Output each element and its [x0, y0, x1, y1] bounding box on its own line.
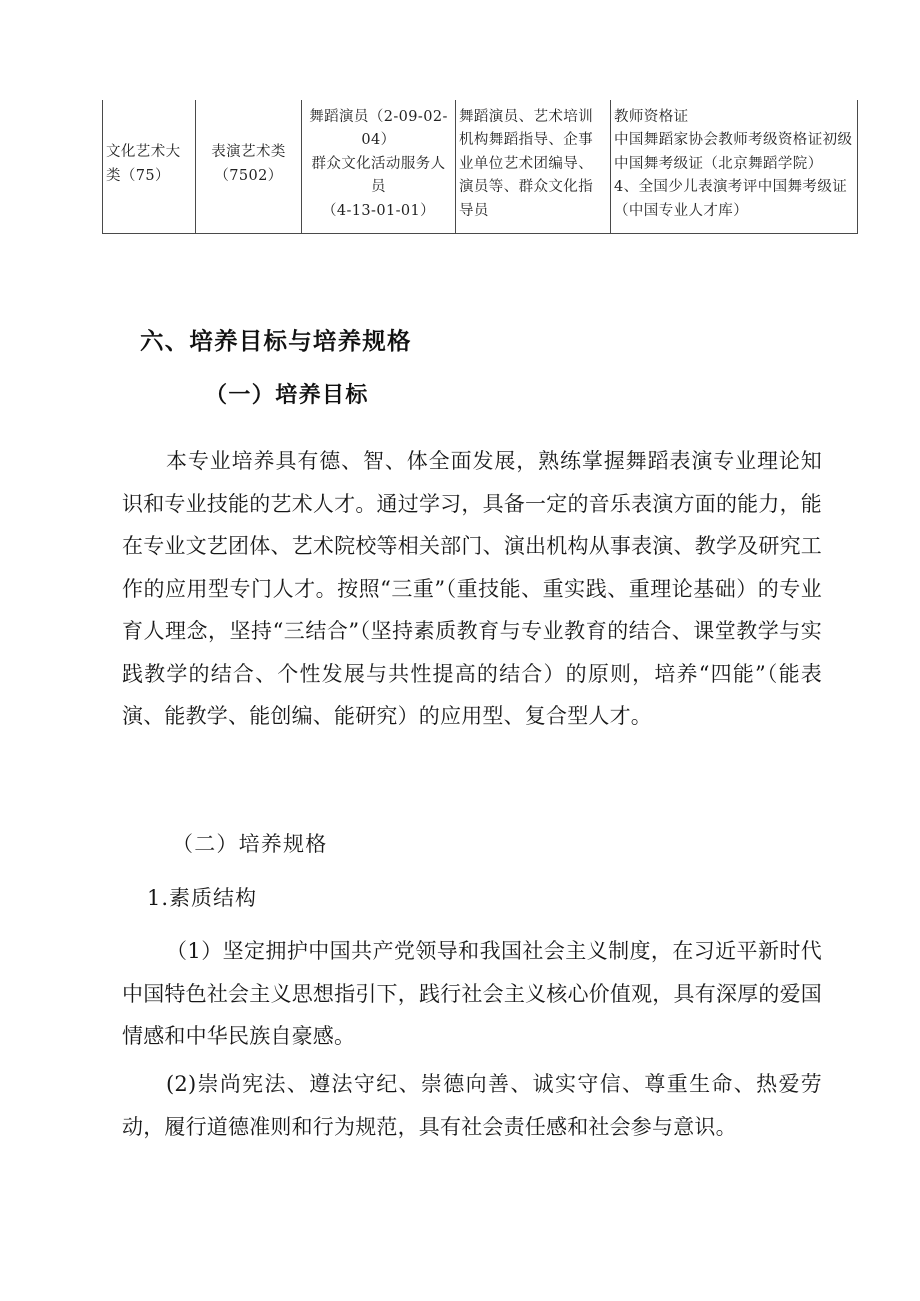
occupation-code-line: （4-13-01-01）	[321, 202, 436, 219]
cell-job-positions: 舞蹈演员、艺术培训机构舞蹈指导、企事业单位艺术团编导、演员等、群众文化指导员	[456, 100, 611, 234]
occupation-code-line: 舞蹈演员（2-09-02-04）	[309, 109, 448, 149]
heading-training-spec: （二）培养规格	[172, 832, 328, 856]
paragraph-training-goal: 本专业培养具有德、智、体全面发展，熟练掌握舞蹈表演专业理论知识和专业技能的艺术人才。通过学习，具备一定的音乐表演方面的能力，能在专业文艺团体、艺术院校等相关部门、演出机构从事表演、教学及研究工作的应用型专门人才。按照“三重”（重技能、重实践、重理论基础）的专业育人理念，坚持“三结合”（坚持素质教育与专业教育的结合、课堂教学与实践教学的结合、个性发展与共性提高的结合）的原则，培养“四能”（能表演、能教学、能创编、能研究）的应用型、复合型人才。	[122, 449, 822, 728]
certificate-line: 中国舞考级证（北京舞蹈学院）	[614, 155, 823, 172]
heading-training-goal: （一）培养目标	[205, 382, 369, 408]
occupation-code-line: 群众文化活动服务人员	[311, 155, 446, 196]
cell-specialty-category: 表演艺术类（7502）	[196, 100, 302, 234]
certificate-line: 中国舞蹈家协会教师考级资格证初级	[614, 132, 853, 149]
paragraph-quality-item-1: （1）坚定拥护中国共产党领导和我国社会主义制度，在习近平新时代中国特色社会主义思想指引下，践行社会主义核心价值观，具有深厚的爱国情感和中华民族自豪感。	[122, 939, 822, 1048]
certificate-line: 教师资格证	[614, 109, 689, 125]
cell-certificates	[611, 100, 858, 234]
cell-major-category: 文化艺术大类（75）	[103, 100, 196, 234]
certificate-line: 4、全国少儿表演考评中国舞考级证（中国专业人才库）	[614, 179, 848, 219]
heading-section-six: 六、培养目标与培养规格	[140, 327, 412, 355]
cell-occupation-codes	[302, 100, 456, 234]
specialty-table-container	[102, 100, 853, 234]
table-row	[103, 100, 858, 234]
heading-quality-structure: 1.素质结构	[147, 886, 258, 910]
specialty-table	[102, 100, 858, 234]
paragraph-quality-item-2: (2)崇尚宪法、遵法守纪、崇德向善、诚实守信、尊重生命、热爱劳动，履行道德准则和行为规范，具有社会责任感和社会参与意识。	[122, 1072, 822, 1139]
